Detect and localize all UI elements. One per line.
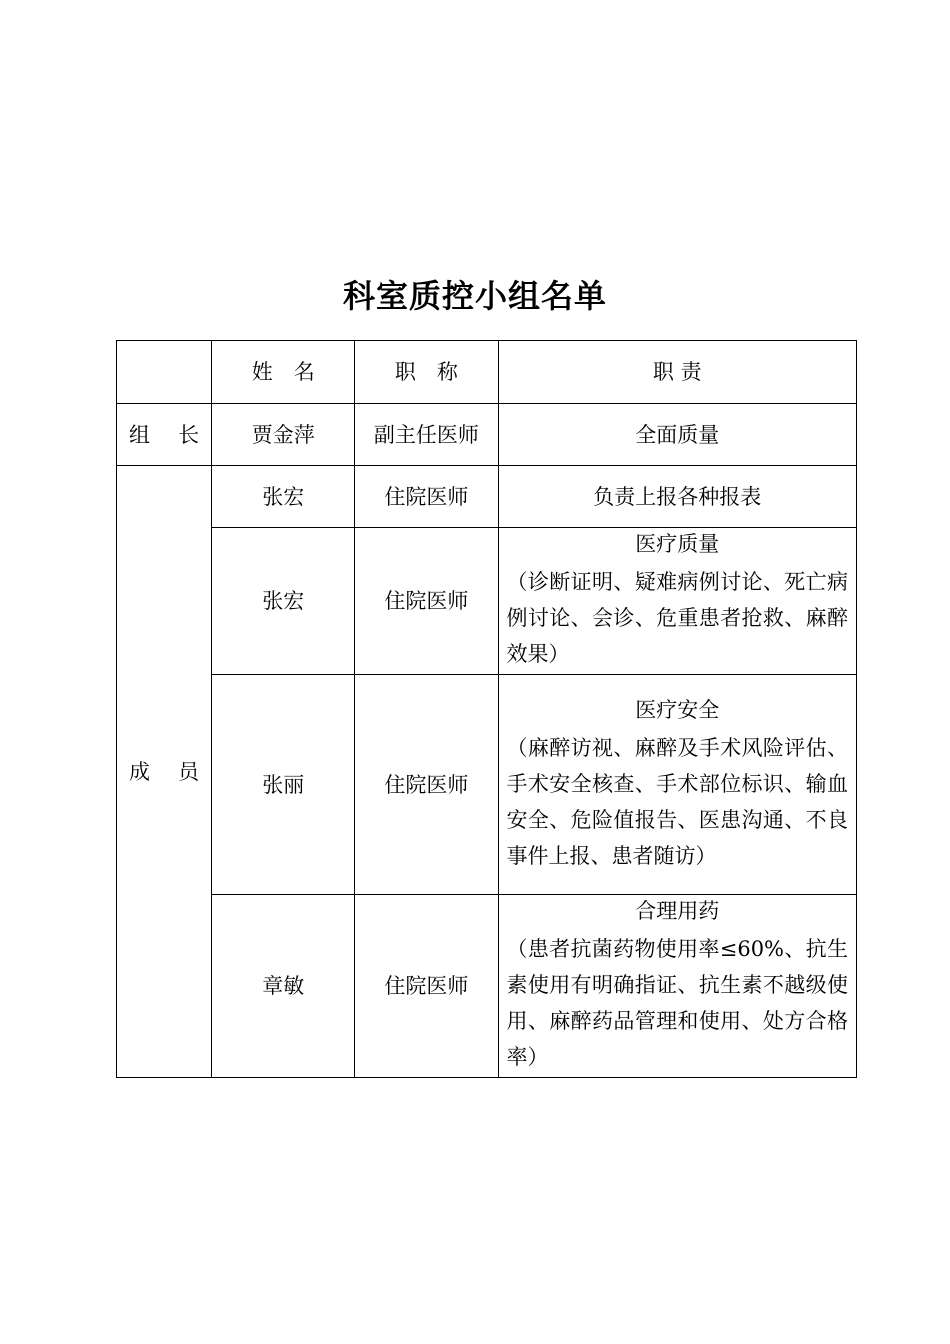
duty-description: （诊断证明、疑难病例讨论、死亡病例讨论、会诊、危重患者抢救、麻醉效果） xyxy=(506,570,848,666)
duty-title: 医疗质量 xyxy=(635,532,720,556)
table-header-row xyxy=(117,341,857,404)
duty-title: 医疗安全 xyxy=(635,697,720,722)
leader-role-char-1: 组 xyxy=(129,422,150,447)
member-rank: 住院医师 xyxy=(355,466,498,528)
duty-description: （患者抗菌药物使用率≤60%、抗生素使用有明确指证、抗生素不越级使用、麻醉药品管理和使用、处方合格率） xyxy=(506,937,848,1069)
member-duty: 负责上报各种报表 xyxy=(498,466,857,528)
leader-rank: 副主任医师 xyxy=(355,404,498,466)
member-name: 章敏 xyxy=(212,895,355,1078)
table-row-leader xyxy=(117,404,857,466)
leader-name: 贾金萍 xyxy=(212,404,355,466)
leader-role-char-2: 长 xyxy=(178,422,200,447)
page-title: 科室质控小组名单 xyxy=(342,277,607,315)
table-row xyxy=(117,895,857,1078)
member-name: 张宏 xyxy=(212,466,355,528)
member-duty xyxy=(498,895,857,1078)
member-name: 张丽 xyxy=(212,675,355,895)
header-cell-role xyxy=(117,341,212,404)
member-duty xyxy=(498,675,857,895)
table-row xyxy=(117,528,857,675)
header-cell-name: 姓 名 xyxy=(212,341,355,404)
leader-role-cell xyxy=(117,404,212,466)
members-role-cell xyxy=(117,466,212,1078)
member-rank: 住院医师 xyxy=(355,528,498,675)
duty-title: 合理用药 xyxy=(635,899,720,923)
table-row xyxy=(117,466,857,528)
leader-duty: 全面质量 xyxy=(498,404,857,466)
member-rank: 住院医师 xyxy=(355,675,498,895)
roster-table xyxy=(116,340,857,1078)
member-name: 张宏 xyxy=(212,528,355,675)
member-rank: 住院医师 xyxy=(355,895,498,1078)
duty-description: （麻醉访视、麻醉及手术风险评估、手术安全核查、手术部位标识、输血安全、危险值报告、医患沟通、不良事件上报、患者随访） xyxy=(506,735,848,868)
members-role-char-1: 成 xyxy=(129,759,150,784)
table-row xyxy=(117,675,857,895)
header-cell-duty: 职 责 xyxy=(498,341,857,404)
members-role-char-2: 员 xyxy=(178,759,200,784)
header-cell-rank: 职 称 xyxy=(355,341,498,404)
member-duty xyxy=(498,528,857,675)
